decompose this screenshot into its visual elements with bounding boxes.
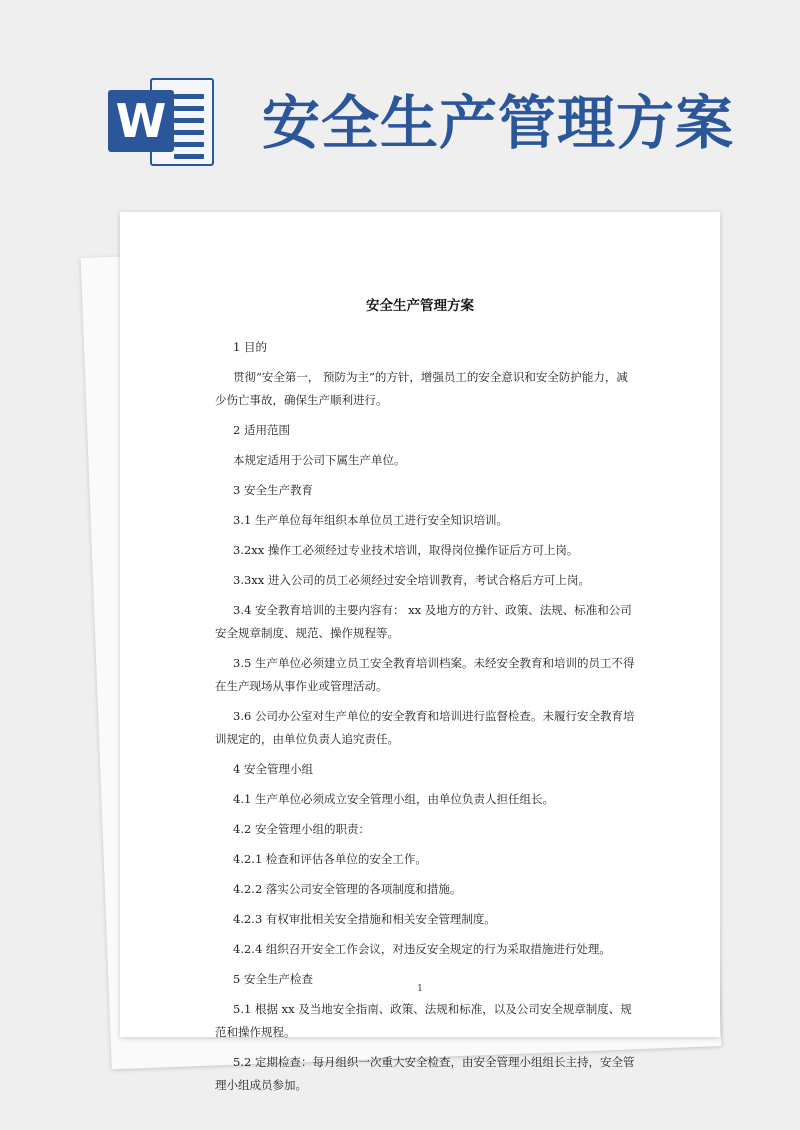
page-number: 1: [417, 984, 423, 994]
paragraph: 3.6 公司办公室对生产单位的安全教育和培训进行监督检查。未履行安全教育培训规定的，由单位负责人追究责任。: [215, 709, 635, 746]
paragraph: 1 目的: [233, 340, 267, 354]
paragraph: 4 安全管理小组: [233, 762, 313, 776]
word-app-icon: [108, 74, 214, 170]
paragraph: 本规定适用于公司下属生产单位。: [233, 453, 406, 467]
paragraph: 贯彻“安全第一， 预防为主”的方针，增强员工的安全意识和安全防护能力，减少伤亡事故，确保生产顺利进行。: [215, 370, 628, 407]
paragraph: 3.4 安全教育培训的主要内容有： xx 及地方的方针、政策、法规、标准和公司安全规章制度、规范、操作规程等。: [215, 603, 632, 640]
banner-title: 安全生产管理方案: [262, 89, 735, 157]
paragraph: 3.2xx 操作工必须经过专业技术培训，取得岗位操作证后方可上岗。: [233, 543, 579, 557]
paragraph: 3.3xx 进入公司的员工必须经过安全培训教育，考试合格后方可上岗。: [233, 573, 590, 587]
paragraph: 4.2.4 组织召开安全工作会议，对违反安全规定的行为采取措施进行处理。: [233, 942, 611, 956]
paragraph: 3 安全生产教育: [233, 483, 313, 497]
paragraph: 5 安全生产检查: [233, 972, 313, 986]
word-letter-icon: W: [108, 90, 174, 152]
document-page: [120, 212, 720, 1092]
paragraph: 4.2.2 落实公司安全管理的各项制度和措施。: [233, 882, 462, 896]
paragraph: 5.1 根据 xx 及当地安全指南、政策、法规和标准，以及公司安全规章制度、规范和操作规程。: [215, 1002, 632, 1039]
paragraph: 2 适用范围: [233, 423, 290, 437]
paragraph: 5.2 定期检查：每月组织一次重大安全检查，由安全管理小组组长主持，安全管理小组成员参加。: [215, 1055, 635, 1092]
paragraph: 3.1 生产单位每年组织本单位员工进行安全知识培训。: [233, 513, 508, 527]
paragraph: 4.1 生产单位必须成立安全管理小组，由单位负责人担任组长。: [233, 792, 554, 806]
document-title: 安全生产管理方案: [366, 298, 474, 314]
paragraph: 4.2.3 有权审批相关安全措施和相关安全管理制度。: [233, 912, 496, 926]
paragraph: 3.5 生产单位必须建立员工安全教育培训档案。未经安全教育和培训的员工不得在生产现场从事作业或管理活动。: [215, 656, 635, 693]
paragraph: 4.2 安全管理小组的职责：: [233, 822, 370, 836]
paragraph: 4.2.1 检查和评估各单位的安全工作。: [233, 852, 427, 866]
